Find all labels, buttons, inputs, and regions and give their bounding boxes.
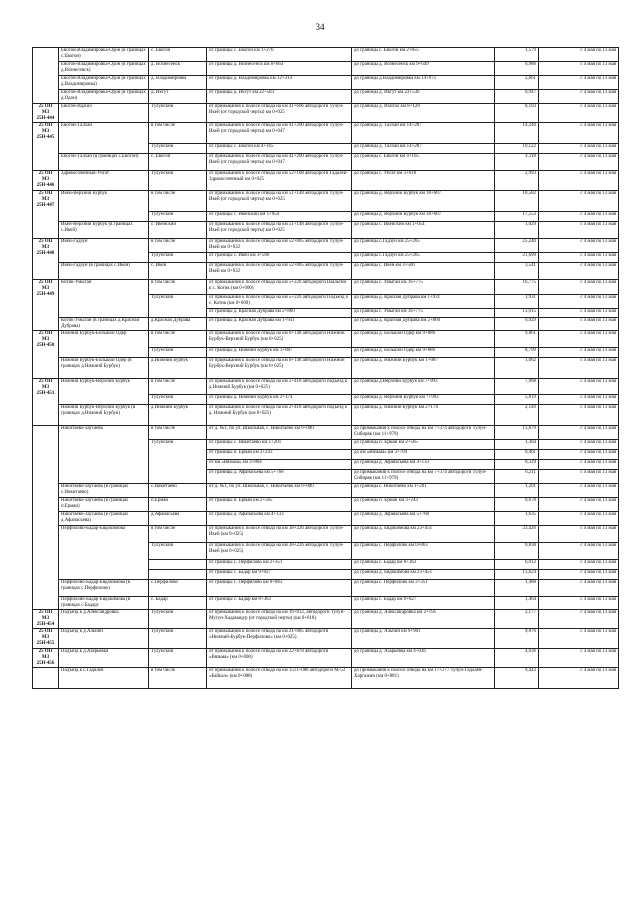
from-cell: от границы с. Евогон км 4+165	[207, 144, 352, 154]
period-cell: с 4 мая по 13 мая	[539, 90, 619, 104]
length-cell: 1,464	[495, 596, 539, 609]
road-code-cell: 25 ОП МЗ 25Н-455	[33, 629, 59, 648]
length-cell: 3,541	[495, 262, 539, 279]
length-cell: 25,240	[495, 238, 539, 252]
to-cell: до км «Вязьма» км 3+704	[352, 449, 495, 459]
to-cell: до границы д. Большой Одер км 9+886	[352, 330, 495, 347]
length-cell: 0,461	[495, 449, 539, 459]
length-cell: 1,635	[495, 511, 539, 525]
period-cell: с 4 мая по 13 мая	[539, 347, 619, 357]
from-cell: от границы д. Красная Дубрава км 2+860	[207, 308, 352, 317]
from-cell: от примыкания к полосе отвода на км 0+148 автодороги Нижний Бурбук-Верхний Бурбук (км 0+025)	[207, 330, 352, 347]
to-cell: до границы с. Никитаево км 1+201	[352, 483, 495, 497]
length-cell: 1,201	[495, 483, 539, 497]
section-cell	[149, 559, 207, 569]
from-cell: от границы с. Евогон км 1+276	[207, 48, 352, 62]
from-cell: от примыкания к полосе отвода на км 21+085 автодороги «Нижний-Бурбук-Перфилово» (км 0+025)	[207, 629, 352, 648]
section-cell: д.Красная Дубрава	[149, 317, 207, 330]
length-cell: 0,986	[495, 62, 539, 76]
length-cell: 23,426	[495, 525, 539, 542]
table-row	[33, 90, 619, 104]
period-cell: с 4 мая по 13 мая	[539, 357, 619, 378]
from-cell: от границы с. Никитаево км 1+201	[207, 439, 352, 449]
section-cell: с. Икей	[149, 262, 207, 279]
section-cell: Тулунский	[149, 347, 207, 357]
road-name-cell: Икей-Гадзун	[59, 238, 149, 262]
road-name-cell: Перфилово-Бадар-Евдокимова	[59, 525, 149, 579]
section-cell: Тулунский	[149, 394, 207, 404]
to-cell: до границы с.Гадзун км 25+265	[352, 252, 495, 262]
road-name-cell: Никитаево-Заусаева	[59, 425, 149, 483]
from-cell: от примыкания к полосе отвода на км 51+148 автодороги Тулун-Икей (от городской черты) км 0+025	[207, 190, 352, 211]
table-row	[33, 62, 619, 76]
from-cell: от границы д. Афанасьева км 5+768	[207, 469, 352, 483]
road-code-cell: 25 ОП МЗ 25Н-456	[33, 648, 59, 667]
road-name-cell: Икей-Верхний Бурбук (в границах с.Икей)	[59, 221, 149, 238]
length-cell: 6,012	[495, 559, 539, 569]
table-row	[33, 123, 619, 144]
section-cell: с.Перфилово	[149, 579, 207, 596]
length-cell: 0,947	[495, 90, 539, 104]
length-cell: 0,678	[495, 497, 539, 511]
road-name-cell: Здравосоченный-Убгат	[59, 171, 149, 190]
road-name-cell: Икей-Верхний Бурбук	[59, 190, 149, 221]
length-cell: 1,579	[495, 48, 539, 62]
length-cell: 1,062	[495, 357, 539, 378]
from-cell: от границы д. Афанасьева км 4+133	[207, 511, 352, 525]
to-cell: до границы с. Перфилово км 2+351	[352, 579, 495, 596]
period-cell: с 4 мая по 13 мая	[539, 569, 619, 579]
to-cell: до границы д. Евдокимова км 23+451	[352, 569, 495, 579]
section-cell: д.Афанасьева	[149, 511, 207, 525]
period-cell: с 4 мая по 13 мая	[539, 629, 619, 648]
period-cell: с 4 мая по 13 мая	[539, 648, 619, 667]
period-cell: с 4 мая по 13 мая	[539, 596, 619, 609]
length-cell: 2,177	[495, 609, 539, 628]
period-cell: с 4 мая по 13 мая	[539, 238, 619, 252]
period-cell: с 4 мая по 13 мая	[539, 459, 619, 469]
length-cell: 13,624	[495, 569, 539, 579]
period-cell: с 4 мая по 13 мая	[539, 123, 619, 144]
section-cell: в том числе	[149, 330, 207, 347]
period-cell: с 4 мая по 13 мая	[539, 211, 619, 221]
period-cell: с 4 мая по 13 мая	[539, 525, 619, 542]
period-cell: с 4 мая по 13 мая	[539, 154, 619, 171]
table-row	[33, 76, 619, 90]
period-cell: с 4 мая по 13 мая	[539, 394, 619, 404]
section-cell: Тулунский	[149, 542, 207, 559]
to-cell: до границы д. Александровка км 2+195	[352, 609, 495, 628]
period-cell: с 4 мая по 13 мая	[539, 439, 619, 449]
road-name-cell: Нижний Бурбук-Верхний Бурбук (в границах д.Нижний Бурбук)	[59, 404, 149, 425]
from-cell: от примыкания к полосе отвода на км 52+005 автодороги Тулун-Икей км 0+032	[207, 262, 352, 279]
to-cell: до границы с. Умыган км 16+775	[352, 279, 495, 294]
table-row	[33, 596, 619, 609]
road-name-cell: Перфилово-Бадар-Евдокимова (в границах с.Перфилово)	[59, 579, 149, 596]
table-row	[33, 279, 619, 294]
to-cell: до границы д. Альбин км 9+901	[352, 629, 495, 648]
road-name-cell: Никитаево-Заусаева (в границах с.Никитаево)	[59, 483, 149, 497]
section-cell: Тулунский	[149, 171, 207, 190]
from-cell: от границы д. Нижний Бурбук км 2+174	[207, 394, 352, 404]
to-cell: до границы д. Икгут км 23+530	[352, 90, 495, 104]
section-cell: д. Икгут	[149, 90, 207, 104]
to-cell: до границы д. Верхний Бурбук км 18+607	[352, 190, 495, 211]
road-name-cell: Евогон-Владимировка-Одон (в границах д.Владимировка)	[59, 76, 149, 90]
road-name-cell: Евогон-Талхан (в границах с.Евогон)	[59, 154, 149, 171]
length-cell: 13,879	[495, 425, 539, 439]
period-cell: с 4 мая по 13 мая	[539, 144, 619, 154]
from-cell: от границы с. Бадар км 8+363	[207, 596, 352, 609]
page-number: 34	[315, 22, 325, 32]
from-cell: от примыкания к полосе отвода на км 1511+088 автодороги М-53 «Байкал» (км 0+088)	[207, 667, 352, 688]
section-cell	[149, 569, 207, 579]
section-cell: Тулунский	[149, 252, 207, 262]
period-cell: с 4 мая по 13 мая	[539, 221, 619, 238]
from-cell: от д. №1, по ул. Школьная, с. Никитаево км 0+000	[207, 483, 352, 497]
length-cell: 7,968	[495, 378, 539, 394]
period-cell: с 4 мая по 13 мая	[539, 171, 619, 190]
table-row	[33, 190, 619, 211]
road-name-cell: Евогон-Иджил	[59, 104, 149, 123]
period-cell: с 4 мая по 13 мая	[539, 483, 619, 497]
length-cell: 10,122	[495, 144, 539, 154]
table-row	[33, 404, 619, 425]
section-cell: Тулунский	[149, 294, 207, 317]
section-cell: с.Никитаево	[149, 483, 207, 497]
road-code-cell: 25 ОП МЗ 25Н-448	[33, 238, 59, 279]
from-cell: от примыкания к полосе отвода на км 38+226 автодороги Тулун-Икей (км 0+025)	[207, 525, 352, 542]
road-code-cell: 25 ОП МЗ 25Н-447	[33, 190, 59, 238]
period-cell: с 4 мая по 13 мая	[539, 252, 619, 262]
to-cell: до примыкания к полосе отвода на км 7+374 автодороги Тулун-Сибиряк (км 11+979)	[352, 425, 495, 439]
road-name-cell: Никитаево-Заусаева (в границах п.Ерман)	[59, 497, 149, 511]
table-row	[33, 330, 619, 347]
period-cell: с 4 мая по 13 мая	[539, 330, 619, 347]
length-cell: 21,699	[495, 252, 539, 262]
from-cell: от примыкания к полосе отвода на км 0+148 автодороги Нижний Бурбук-Верхний Бурбук (км 0+025)	[207, 357, 352, 378]
period-cell: с 4 мая по 13 мая	[539, 378, 619, 394]
road-code-cell	[33, 48, 59, 104]
length-cell: 0,838	[495, 542, 539, 559]
road-name-cell: Котик-Умыган	[59, 279, 149, 317]
length-cell: 9,861	[495, 330, 539, 347]
from-cell: от примыкания к полосе отвода на км 52+108 автодороги Гадалей-Здравосоченный км 0+025	[207, 171, 352, 190]
period-cell: с 4 мая по 13 мая	[539, 62, 619, 76]
to-cell: до границы с.Гадзун км 25+265	[352, 238, 495, 252]
to-cell: до границы д. Талхан км 14+287	[352, 144, 495, 154]
to-cell: до границы д. Вознесенск км 9+649	[352, 62, 495, 76]
from-cell: от примыкания к полосе отвода на км 52+005 автодороги Тулун-Икей км 0+032	[207, 238, 352, 252]
section-cell: в том числе	[149, 238, 207, 252]
section-cell: Тулунский	[149, 144, 207, 154]
to-cell: до границы д.Владимировка км 14+975	[352, 76, 495, 90]
to-cell: до границы д. Афанасьева км 4+133	[352, 459, 495, 469]
from-cell: от границы д. Владимировка км 12+314	[207, 76, 352, 90]
table-row	[33, 317, 619, 330]
from-cell: от границы с. Икейский км 1+054	[207, 211, 352, 221]
length-cell: 9,443	[495, 667, 539, 688]
road-name-cell: Икей-Гадзун (в границах с.Икей)	[59, 262, 149, 279]
length-cell: 1,931	[495, 294, 539, 308]
from-cell: от границы п. Ерман км 3+243	[207, 449, 352, 459]
from-cell: от примыкания к полосе отвода на км 5+220 автодороги Подъезд к с. Котик (км 0+000)	[207, 294, 352, 308]
period-cell: с 4 мая по 13 мая	[539, 609, 619, 628]
to-cell: до границы с. Перфилово км 0+863	[352, 542, 495, 559]
to-cell: до границы д. Талхан км 14+287	[352, 123, 495, 144]
table-row	[33, 425, 619, 439]
length-cell: 1,364	[495, 439, 539, 449]
to-cell: до границы д. Большой Одер км 9+886	[352, 347, 495, 357]
from-cell: от границы п. Ерман км 2+565	[207, 497, 352, 511]
to-cell: до границы п. Ерман км 3+243	[352, 497, 495, 511]
road-name-cell: Нижний Бурбук-Верхний Бурбук	[59, 378, 149, 404]
to-cell: до границы д. Нижний Бурбук км 1+087	[352, 357, 495, 378]
table-row	[33, 357, 619, 378]
table-row	[33, 221, 619, 238]
section-cell: д.Нижний Бурбук	[149, 357, 207, 378]
road-code-cell: 25 ОП МЗ 25Н-445	[33, 123, 59, 171]
to-cell: до примыкания к полосе отвода на км 7+374 автодороги Тулун-Сибиряк (км 11+979)	[352, 469, 495, 483]
section-cell: в том числе	[149, 425, 207, 439]
period-cell: с 4 мая по 13 мая	[539, 76, 619, 90]
to-cell: до границы д. Ихнгал км 8+128	[352, 104, 495, 123]
table-row	[33, 648, 619, 667]
from-cell: от примыкания к полосе отвода на км 5+220 автодороги Шальгин к с. Котик (км 0+000)	[207, 279, 352, 294]
to-cell: до границы с. Бадар км 8+363	[352, 559, 495, 569]
section-cell: с. Икейский	[149, 221, 207, 238]
length-cell: 14,240	[495, 123, 539, 144]
from-cell: от границы д. Вознесенск км 8+663	[207, 62, 352, 76]
from-cell: от примыкания к полосе отвода на км 41+200 автодороги Тулун-Икей (от городской черты) км 0+047	[207, 154, 352, 171]
section-cell: Тулунский	[149, 648, 207, 667]
table-row	[33, 497, 619, 511]
length-cell: 4,036	[495, 648, 539, 667]
road-name-cell: Нижний Бурбук-Большой Одер	[59, 330, 149, 357]
period-cell: с 4 мая по 13 мая	[539, 190, 619, 211]
road-name-cell: Евогон-Владимировка-Одон (в границах с.Евогон)	[59, 48, 149, 62]
to-cell: до границы д. Красная Дубрава км 2+860	[352, 317, 495, 330]
period-cell: с 4 мая по 13 мая	[539, 511, 619, 525]
road-name-cell: Котик-Умыган (в границах д.Красная Дубрава)	[59, 317, 149, 330]
to-cell: до границы с. Евогон км 4+165	[352, 154, 495, 171]
from-cell: от примыкания к полосе отвода на км 2+418 автодороги подъезд к д.Нижний Бурбук (км 0+025)	[207, 378, 352, 394]
to-cell: до границы с. Икей км 3+566	[352, 262, 495, 279]
to-cell: до границы п. Ерман км 2+565	[352, 439, 495, 449]
section-cell: с. Евогон	[149, 154, 207, 171]
table-row	[33, 483, 619, 497]
length-cell: 4,118	[495, 154, 539, 171]
to-cell: до границы с. Евогон км 2+855	[352, 48, 495, 62]
to-cell: до границы с. Бадар км 9+827	[352, 596, 495, 609]
section-cell: Тулунский	[149, 211, 207, 221]
road-code-cell: 25 ОП МЗ 25Н-446	[33, 171, 59, 190]
section-cell: д. Вознесенск	[149, 62, 207, 76]
section-cell: в том числе	[149, 667, 207, 688]
from-cell: от примыкания к полосе отвода на км 38+226 автодороги Тулун-Икей (км 0+025)	[207, 542, 352, 559]
period-cell: с 4 мая по 13 мая	[539, 317, 619, 330]
road-name-cell: Подъезд к с.Гадалей	[59, 667, 149, 688]
table-row	[33, 48, 619, 62]
table-row	[33, 667, 619, 688]
length-cell: 18,582	[495, 190, 539, 211]
road-code-cell	[33, 425, 59, 609]
length-cell: 0,929	[495, 317, 539, 330]
from-cell: от границы с. Перфилово км 0+863	[207, 579, 352, 596]
section-cell: п.Ерман	[149, 497, 207, 511]
from-cell: от границы д. Икгут км 22+583	[207, 90, 352, 104]
table-row	[33, 525, 619, 542]
from-cell: от примыкания к полосе отвода на км 22+878 автодороги «Вязьма» (км 0+000)	[207, 648, 352, 667]
table-row	[33, 104, 619, 123]
length-cell: 13,915	[495, 308, 539, 317]
from-cell: от границы с. Бадар км 9+827	[207, 569, 352, 579]
to-cell: до границы д.Верхний Бурбук км 7+993	[352, 378, 495, 394]
period-cell: с 4 мая по 13 мая	[539, 559, 619, 569]
road-code-cell: 25 ОП МЗ 25Н-449	[33, 279, 59, 330]
section-cell: д. Владимировка	[149, 76, 207, 90]
from-cell: от д. №1, по ул. Школьная, с. Никитаево км 0+000	[207, 425, 352, 439]
period-cell: с 4 мая по 13 мая	[539, 667, 619, 688]
table-row	[33, 579, 619, 596]
section-cell: в том числе	[149, 123, 207, 144]
table-row	[33, 609, 619, 628]
period-cell: с 4 мая по 13 мая	[539, 425, 619, 439]
road-code-cell: 25 ОП МЗ 25Н-451	[33, 378, 59, 425]
to-cell: до границы с. Икейский км 1+054	[352, 221, 495, 238]
section-cell: Тулунский	[149, 104, 207, 123]
road-name-cell: Подъезд к д.Азарьевка	[59, 648, 149, 667]
road-name-cell: Евогон-Владимировка-Одон (в границах д.Одон)	[59, 90, 149, 104]
length-cell: 8,103	[495, 104, 539, 123]
from-cell: от границы д. Красная Дубрава км 1+931	[207, 317, 352, 330]
to-cell: до границы д. Афанасьева км 5+768	[352, 511, 495, 525]
period-cell: с 4 мая по 13 мая	[539, 104, 619, 123]
length-cell: 16,775	[495, 279, 539, 294]
length-cell: 0,329	[495, 459, 539, 469]
road-name-cell: Подъезд к д.Альбин	[59, 629, 149, 648]
section-cell: Тулунский	[149, 609, 207, 628]
table-row	[33, 238, 619, 252]
length-cell: 2,149	[495, 404, 539, 425]
to-cell: до границы д. Верхний Бурбук км 18+607	[352, 211, 495, 221]
from-cell: от границы с. Перфилово км 2+351	[207, 559, 352, 569]
length-cell: 2,993	[495, 171, 539, 190]
to-cell: до границы с. Умыган км 16+775	[352, 308, 495, 317]
road-name-cell: Евогон-Талхан	[59, 123, 149, 154]
to-cell: до границы д. Евдокимова км 23+451	[352, 525, 495, 542]
table-row	[33, 154, 619, 171]
road-name-cell: Евогон-Владимировка-Одон (в границах д.Вознесенск)	[59, 62, 149, 76]
road-restrictions-table	[32, 47, 619, 689]
section-cell: с. Евогон	[149, 48, 207, 62]
length-cell: 6,211	[495, 469, 539, 483]
table-row	[33, 262, 619, 279]
to-cell: до границы д. Азарьевка км 4+036	[352, 648, 495, 667]
road-code-cell: 25 ОП МЗ 25Н-450	[33, 330, 59, 378]
length-cell: 1,029	[495, 221, 539, 238]
length-cell: 9,876	[495, 629, 539, 648]
period-cell: с 4 мая по 13 мая	[539, 497, 619, 511]
period-cell: с 4 мая по 13 мая	[539, 542, 619, 559]
length-cell: 5,819	[495, 394, 539, 404]
to-cell: до границы с. Убгат км 3+018	[352, 171, 495, 190]
period-cell: с 4 мая по 13 мая	[539, 279, 619, 294]
from-cell: от примыкания к полосе отвода на км 16+812, автодороги Тулун-Мугун-Хадамацур (от городской черты) (км 0+018)	[207, 609, 352, 628]
section-cell: в том числе	[149, 279, 207, 294]
road-code-cell: 25 ОП МЗ 25Н-444	[33, 104, 59, 123]
from-cell: от границы д. Нижний Бурбук км 1+087	[207, 347, 352, 357]
section-cell: д.Нижний Бурбук	[149, 404, 207, 425]
section-cell: с. Бадар	[149, 596, 207, 609]
road-name-cell: Нижний Бурбук-Большой Одер (в границах д.Нижний Бурбук)	[59, 357, 149, 378]
table-row	[33, 629, 619, 648]
section-cell: Тулунский	[149, 439, 207, 483]
length-cell: 1,488	[495, 579, 539, 596]
road-name-cell: Подъезд к д.Александровка	[59, 609, 149, 628]
length-cell: 8,799	[495, 347, 539, 357]
table-row	[33, 511, 619, 525]
table-row	[33, 378, 619, 394]
road-code-cell: 25 ОП МЗ 25Н-454	[33, 609, 59, 628]
section-cell: в том числе	[149, 525, 207, 542]
road-code-cell	[33, 667, 59, 688]
to-cell: до примыкания к полосе отвода на км 17+277 Тулун-Гадалей-Харгажин (км 0+881)	[352, 667, 495, 688]
period-cell: с 4 мая по 13 мая	[539, 579, 619, 596]
period-cell: с 4 мая по 13 мая	[539, 404, 619, 425]
period-cell: с 4 мая по 13 мая	[539, 449, 619, 459]
from-cell: от примыкания к полосе отвода на км 2+418 автодороги подъезд к д. Нижний Бурбук (км 0+025)	[207, 404, 352, 425]
length-cell: 2,661	[495, 76, 539, 90]
period-cell: с 4 мая по 13 мая	[539, 48, 619, 62]
length-cell: 17,553	[495, 211, 539, 221]
road-name-cell: Перфилово-Бадар-Евдокимова (в границах с.Бадар)	[59, 596, 149, 609]
from-cell: от км «Вязьма» км 3+804	[207, 459, 352, 469]
section-cell: в том числе	[149, 378, 207, 394]
road-name-cell: Никитаево-Заусаева (в границах д.Афанасьева)	[59, 511, 149, 525]
section-cell: Тулунский	[149, 629, 207, 648]
to-cell: до границы д. Нижний Бурбук км 2+174	[352, 404, 495, 425]
period-cell: с 4 мая по 13 мая	[539, 294, 619, 308]
section-cell: в том числе	[149, 190, 207, 211]
from-cell: от границы с. Икей км 3+566	[207, 252, 352, 262]
period-cell: с 4 мая по 13 мая	[539, 262, 619, 279]
period-cell: с 4 мая по 13 мая	[539, 308, 619, 317]
from-cell: от примыкания к полосе отвода на км 41+200 автодороги Тулун-Икей (от городской черты) км 0+047	[207, 123, 352, 144]
to-cell: до границы д. Верхний Бурбук км 7+993	[352, 394, 495, 404]
to-cell: до границы д. Красная Дубрава км 1+931	[352, 294, 495, 308]
table-row	[33, 171, 619, 190]
period-cell: с 4 мая по 13 мая	[539, 469, 619, 483]
from-cell: от примыкания к полосе отвода на км 41+606 автодороги Тулун-Икей (от городской черты) км 0+025	[207, 104, 352, 123]
from-cell: от примыкания к полосе отвода на км 51+148 автодороги Тулун-Икей (от городской черты) км 0+025	[207, 221, 352, 238]
